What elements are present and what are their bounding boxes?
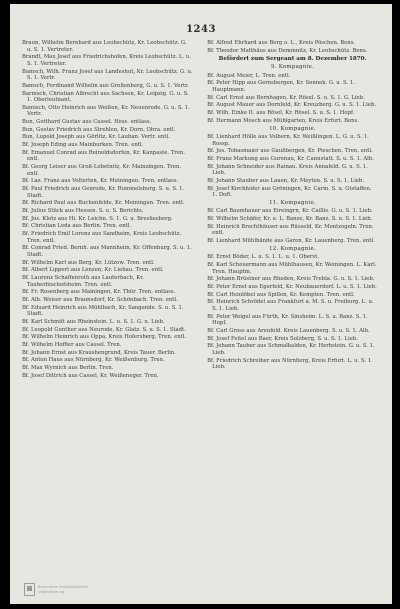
roster-entry: Bf. Karl Schmitt aus Rheinstein. L. u. S. 1. G. u. Lieb. [22,319,165,325]
library-badge [24,583,88,596]
roster-entry: Bf. Carl Heinlöbel aus Spillen, Kr. Kempten. Tren. entl. [207,291,355,298]
left-column [22,40,193,584]
roster-entry: Bf. Lienhard Mühlhände aus Garen, Kr. Lauenberg. Tren. entl. [207,238,375,245]
roster-entry: Bf. Josef Feitel aus Baer, Kreis Sulzberg, S. u. S. 1. Lieb. [207,335,358,342]
section-heading: Befördert zum Sergeant am 8. Dezember 1870. [218,55,367,62]
roster-entry: Bf. Lienhard Hölle aus Volbern, Kr. Weißlingen. L. G. u. S. 1. Rossp. [207,134,369,147]
roster-entry: Bf. Max Wyrnich aus Berlin. Tren. [22,365,114,372]
roster-entry: Bf. Alb. Weiser aus Braunsdorf, Kr. Schönbach. Tren. entl. [22,297,178,304]
roster-entry: Bun, Gotthard Gustav aus Cassel. Hess. entlass. [22,119,152,126]
roster-entry: Bf. Jos. Klotz aus Hi. Kr. Leichn. S. 1. G. u. Bresliesberg. [22,215,173,222]
roster-entry: Bamsch, Wilh. Franz Josef aus Landeshut, Kr. Leobschütz. G. u. S. 1. Vertr. [22,68,193,82]
roster-entry: Bf. Peter Hipp aus Gernsbergen, Kr. Sonnek. G. u. S. 1. Hauptmann. [207,80,355,94]
roster-entry: Bf. Karl Scheuermann aus Mühlhausen, Kr. Weiningen. L. Karl. Tren. Hauptm. [207,261,377,275]
roster-entry: Bf. Johann Schneider aus Rainau. Kreis Annafeld. G. u. S. 1. Lieb. [207,163,368,177]
roster-entry: Bf. Wilhelm Hoffler aus Cassel. Tren. [22,342,122,349]
badge-text [38,585,88,594]
roster-entry: Bf. Richard Paul aus Buchenfelde, Kr. Meiningen. Tren. entl. [22,200,185,207]
roster-entry: Bf. Peter Weigel aus Fürth, Kr. Sinsheim. L. S. u. Banz. S. 1. Hopf. [207,313,368,327]
roster-entry: Bf. Eduard Heinrich aus Mühlbach, Kr. Sangende. S. u. S. 1. Stadt. [22,304,184,318]
badge-line-1: Bayerische Staatsbibliothek [38,585,89,590]
roster-entry: Bf. Julius Stück aus Hessen. S. u. S. Berichts. [22,208,144,215]
roster-entry: Brandt, Max Josef aus Friedrichshofen, Kreis Leobschütz. L. u. S. 1. Vertreter. [22,54,191,67]
text-columns [22,40,378,584]
roster-entry: Bf. Carl Ernst aus Bernhagen, Kr. Rösel. S. u. S. 1. G. Lieb. [207,94,365,101]
badge-line-2: Digitalisierung [38,589,65,594]
roster-entry: Bf. Johann Stauber aus Lauen, Kr. Meyten. S. u. S. 1. Lieb. [207,177,365,184]
roster-entry: Bun, Gustav Friedrich aus Strehlen, Kr. Dorn, Ohra. entl. [22,126,176,133]
roster-entry: Bf. Joseph Eding aus Mainburken. Tren. entl. [22,142,144,149]
roster-entry: Bf. Theodor Matthäus aus Demmnitz, Kr. Leobschütz. Bens. [207,47,368,54]
roster-entry: Bf. Heinrich Brochthäuser aus Rüsseld, Kr. Montzogeln. Tren. entl. [207,223,374,237]
roster-entry: Bf. Johann Tauber aus Schmalkalden, Kr. Herbstein. G. u. S. 1. Lieb. [207,343,375,356]
roster-entry: Bf. Wilhelm Karl aus Berg, Kr. Lützow. Tren. entl. [22,259,155,266]
page-number: 1243 [186,24,216,35]
roster-entry: Bamisch, Otto Heinrich aus Weißen, Kr. Neuenrode. G. u. S. 1. Vertr. [22,104,190,118]
roster-entry: Bf. Hermann Mosch aus Mühlgarten, Kreis Erfurt. Bens. [207,117,359,124]
roster-entry: Bf. Wilhelm Heinrich aus Oppa, Kreis Hofersberg, Tren. entl. [22,334,187,341]
roster-entry: Bf. Emanuel Conrad aus Reinoldsdorfen, Kr. Kanpaste. Tren. entl. [22,149,186,163]
company-heading: 11. Kompagnie. [269,199,317,206]
roster-entry: Bf. Anton Haus aus Nürnberg, Kr. Weißenburg. Tren. [22,357,165,364]
roster-entry: Bf. Peter Ernst aus Egerfeld, Kr. Neubauerdorf. L. u. S. 1. Lieb. [207,283,377,290]
roster-entry: Bf. Josef Kirchhofer aus Gröningen, Kr. Carm. S. u. Gtstaffen. 1. Doft. [207,185,372,199]
roster-entry: Bf. Georg Leiser aus Groß-Lobetnitz, Kr. Mainzingen. Tren. entl. [22,164,182,177]
roster-entry: Barnisch, Christian Albrecht aus Sachsen, Kr. Leipzig. G. u. S. 1. Oberleutnant. [22,90,189,104]
roster-entry: Bf. Albert Lippert aus Lenzen, Kr. Liebau. Tren. entl. [22,267,164,274]
company-heading: 12. Kompagnie. [269,245,317,252]
roster-entry: Bf. Friedrich Schreiber aus Nürnberg, Kreis Erfurt. L. u. S. 1. Lieb. [207,357,373,371]
roster-entry: Bf. Jos. Tobasmaier aus Gaußbergen, Kr. Pieschen. Tren. entl. [207,148,373,155]
roster-entry: Bf. Laurenz Schaffenroth aus Lauterbach, Kr. Tauberbischofsheim. Tren. entl. [22,275,144,288]
roster-entry: Bf. Christian Leda aus Berlin. Tren. entl. [22,223,132,230]
roster-entry: Bf. Johann Ernst aus Kraushengrund, Kreis Tauer. Berlin. [22,349,176,356]
roster-entry: Bf. August Meier, L. Tren. entl. [207,72,291,79]
roster-entry: Bf. Carl Baumhauer aus Eireingrn, Kr. Caillis. G. u. S. 1. Lieb. [207,208,373,215]
roster-entry: Bf. Josef Dittrich aus Cassel, Kr. Weißeneger. Tren. [22,372,159,379]
roster-entry: Bun, Lupold Joseph aus Görlitz, Kr. Lauban. Vertr. entl. [22,134,170,141]
roster-entry: Braun, Wilhelm Bernhard aus Leobschütz, Kr. Leobschütz. G. u. S. 1. Vertreter. [22,40,187,53]
roster-entry: Bf. Alfred Ehrhard aus Berg o. L., Kreis Pöschen. Bens. [207,40,356,46]
right-column [207,40,378,584]
roster-entry: Bf. Conrad Fried. Bernh. aus Mannheim, Kr. Offenburg. S. u. 1. Stadt. [22,245,192,258]
roster-entry: Bf. Ernst Böder, L. u. S. 1. L. u. 1. Oberst. [207,254,319,261]
roster-entry: Bf. Johann Brüstner aus Rheden, Kreis Trebla. G. u. S. 1. Lieb. [207,276,375,283]
roster-entry: Bf. Heinrich Schrödel aus Frankfurt a. M. S. u. Freiburg. L. u. S. 1. Lieb. [207,299,374,312]
company-heading: 9. Kompagnie. [270,64,315,71]
roster-entry: Bf. Leopold Gunther aus Neurode, Kr. Glatz. S. u. S. 1. Stadt. [22,326,186,333]
company-heading: 10. Kompagnie. [269,125,317,132]
roster-entry: Bf. Wilh. Einke II. aus Rösel, Kr. Rösel. S. u. S. 1. Hopf. [207,110,355,117]
roster-entry: Bf. Paul Friedrich aus Genrode, Kr. Rummelsburg. S. u. S. 1. Stadt. [22,186,185,199]
roster-entry: Bf. Carl Gross aus Arenfeld. Kreis Lauenberg. S. u. S. 1. Alb. [207,327,370,334]
document-page [10,4,392,604]
roster-entry: Bf. Friedrich Emil Lorenz aus Sandheim, Kreis Leobschütz. Tren. entl. [22,231,182,244]
roster-entry: Bf. Fr. Rosenberg aus Mainingen, Kr. Thür. Tren. entlass. [22,289,176,296]
library-logo-icon [24,583,35,596]
roster-entry: Bf. Franz Markung aus Gurenau, Kr. Cannstatt. S. u. S. 1. Alb. [207,155,374,162]
roster-entry: Bf. Wilhelm Schäfer, Kr. e. L. Banze, Kr. Banz. S. u. S. 1. Lieb. [207,216,373,223]
roster-entry: Bamsch, Ferdinand Wilhelm aus Großenberg, G. u. S. 1. Vertr. [22,82,189,89]
roster-entry: Bf. Laz. Franz aus Volterten, Kr. Meiningen. Tren. entlass. [22,178,179,185]
roster-entry: Bf. August Mauer aus Dornfeld, Kr. Kreuzberg. G. u. S. 1. Lieb. [207,102,377,109]
